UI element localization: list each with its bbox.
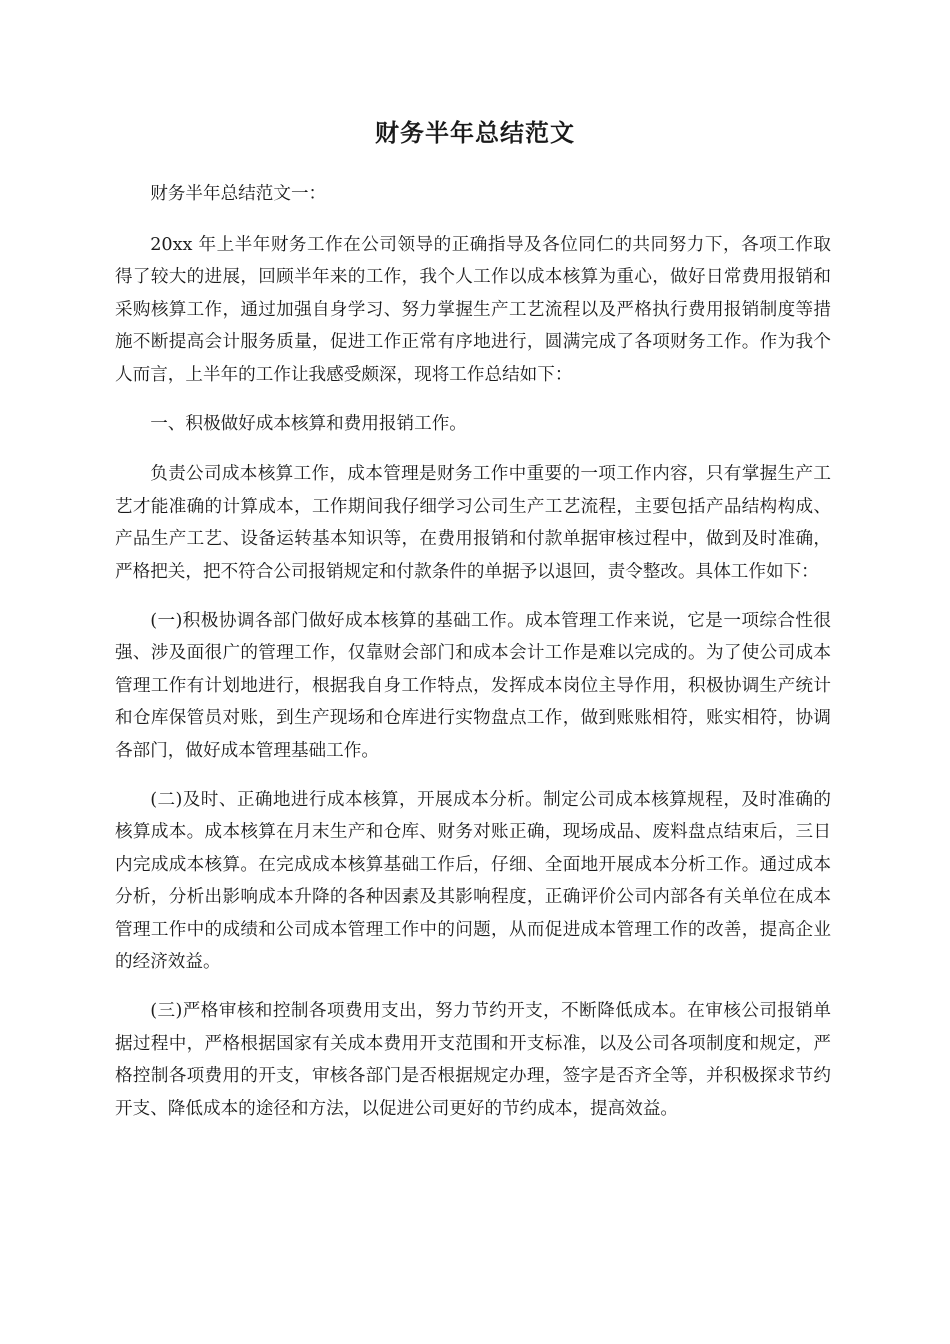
section-heading-one: 一、积极做好成本核算和费用报销工作。: [150, 413, 467, 434]
section-heading-intro: 财务半年总结范文一：: [150, 184, 327, 204]
paragraph-overview: 20xx 年上半年财务工作在公司领导的正确指导及各位同仁的共同努力下，各项工作取得了较大的进展，回顾半年来的工作，我个人工作以成本核算为重心，做好日常费用报销和采购核算工作，通过加强自身学习、努力掌握生产工艺流程以及严格执行费用报销制度等措施不断提高会计服务质量，促进工作正常有序地进行，圆满完成了各项财务工作。作为我个人而言，上半年的工作让我感受颇深，现将工作总结如下：: [115, 234, 831, 385]
document-body: [115, 178, 831, 1141]
paragraph-cost-accounting: 负责公司成本核算工作，成本管理是财务工作中重要的一项工作内容，只有掌握生产工艺才能准确的计算成本，工作期间我仔细学习公司生产工艺流程，主要包括产品结构构成、产品生产工艺、设备运转基本知识等，在费用报销和付款单据审核过程中，做到及时准确，严格把关，把不符合公司报销规定和付款条件的单据予以退回，责令整改。具体工作如下：: [115, 464, 831, 582]
paragraph-item-2: (二)及时、正确地进行成本核算，开展成本分析。制定公司成本核算规程，及时准确的核算成本。成本核算在月末生产和仓库、财务对账正确，现场成品、废料盘点结束后，三日内完成成本核算。在完成成本核算基础工作后，仔细、全面地开展成本分析工作。通过成本分析，分析出影响成本升降的各种因素及其影响程度，正确评价公司内部各有关单位在成本管理工作中的成绩和公司成本管理工作中的问题，从而促进成本管理工作的改善，提高企业的经济效益。: [115, 789, 831, 973]
paragraph-item-3: (三)严格审核和控制各项费用支出，努力节约开支，不断降低成本。在审核公司报销单据过程中，严格根据国家有关成本费用开支范围和开支标准，以及公司各项制度和规定，严格控制各项费用的开支，审核各部门是否根据规定办理，签字是否齐全等，并积极探求节约开支、降低成本的途径和方法，以促进公司更好的节约成本，提高效益。: [115, 1001, 831, 1119]
paragraph-item-1: (一)积极协调各部门做好成本核算的基础工作。成本管理工作来说，它是一项综合性很强、涉及面很广的管理工作，仅靠财会部门和成本会计工作是难以完成的。为了使公司成本管理工作有计划地进行，根据我自身工作特点，发挥成本岗位主导作用，积极协调生产统计和仓库保管员对账，到生产现场和仓库进行实物盘点工作，做到账账相符，账实相符，协调各部门，做好成本管理基础工作。: [115, 610, 831, 761]
document-title: 财务半年总结范文: [375, 119, 575, 147]
